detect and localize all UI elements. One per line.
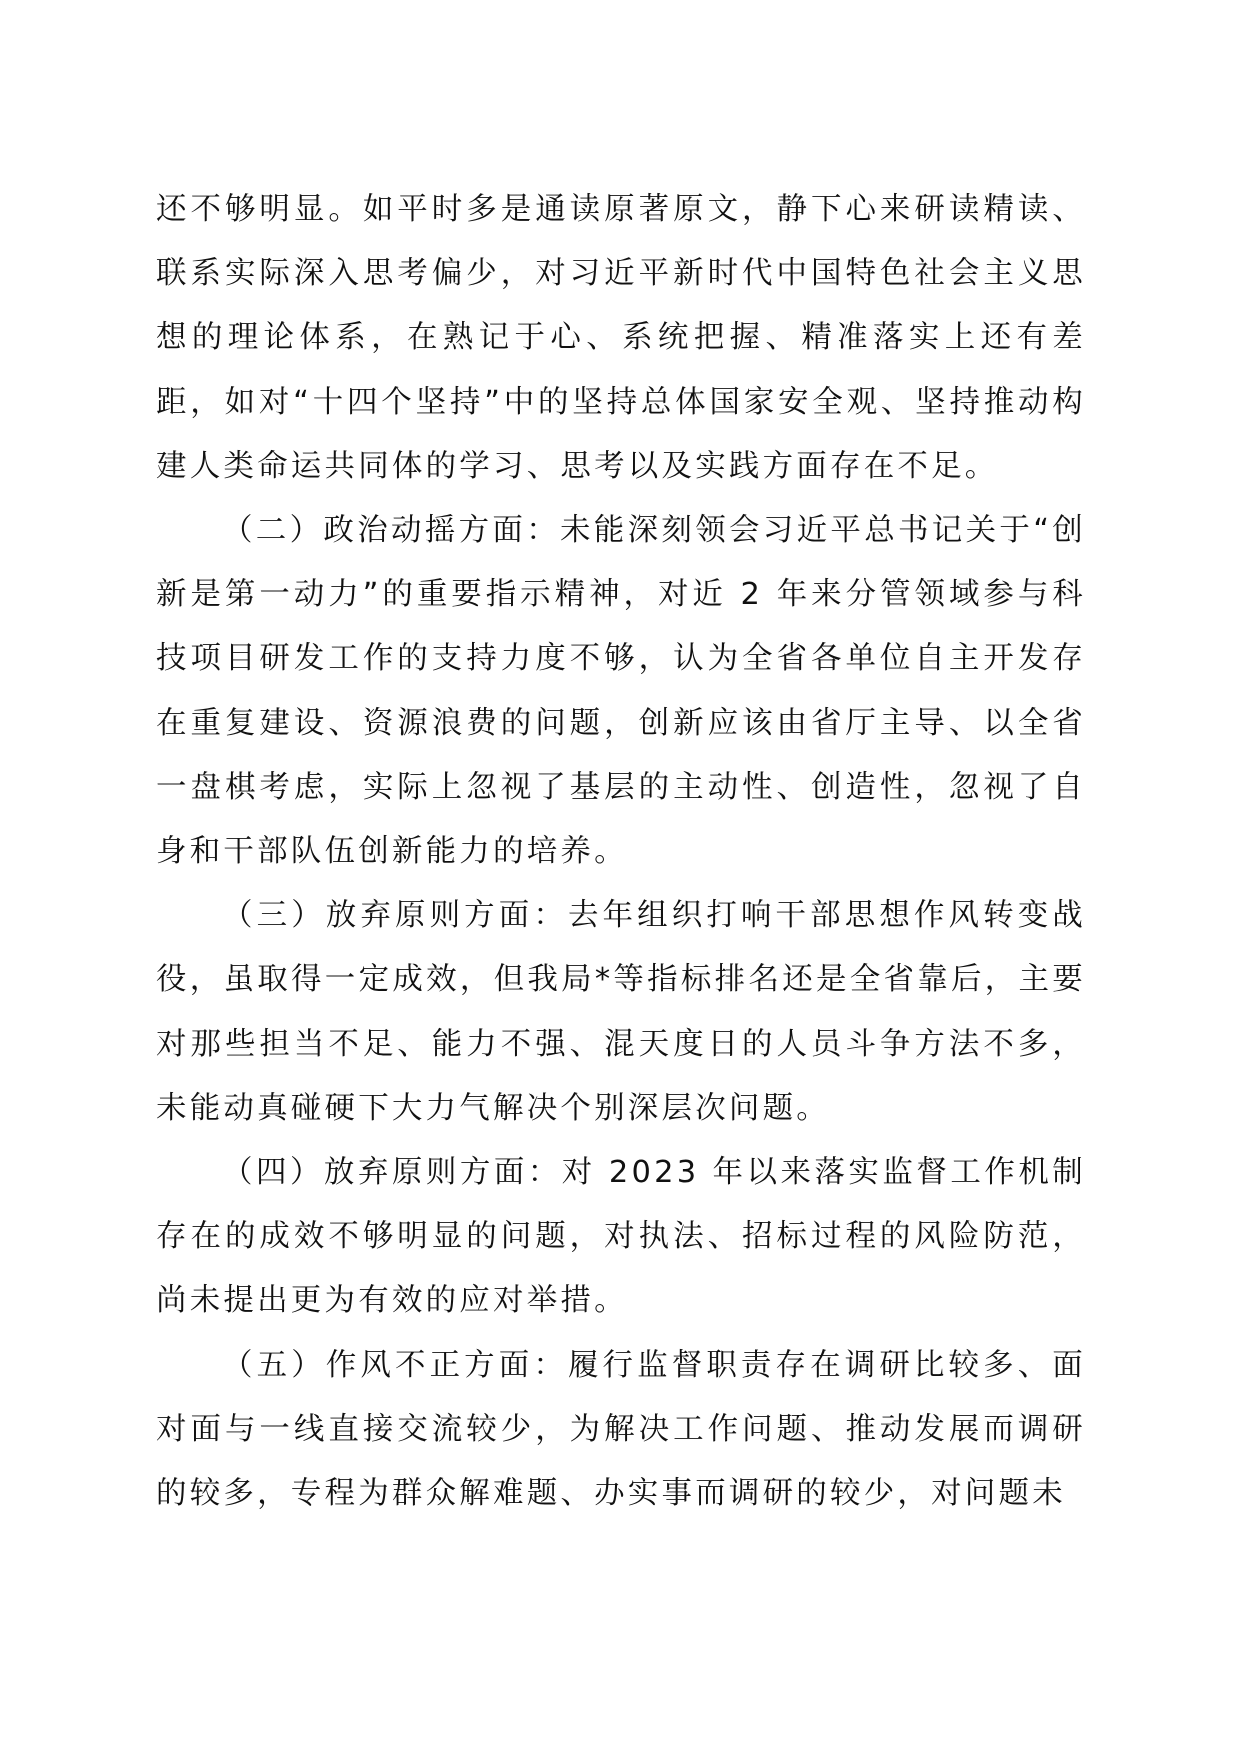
paragraph-improper-work-style: （五）作风不正方面：履行监督职责存在调研比较多、面对面与一线直接交流较少，为解决工作问题、推动发展而调研的较多，专程为群众解难题、办实事而调研的较少，对问题未 <box>156 1347 1086 1512</box>
document-body <box>156 178 1086 1526</box>
paragraph-abandoning-principles-2: （四）放弃原则方面：对 2023 年以来落实监督工作机制存在的成效不够明显的问题，对执法、招标过程的风险防范，尚未提出更为有效的应对举措。 <box>156 1155 1086 1319</box>
paragraph-abandoning-principles-1: （三）放弃原则方面：去年组织打响干部思想作风转变战役，虽取得一定成效，但我局*等指标排名还是全省靠后，主要对那些担当不足、能力不强、混天度日的人员斗争方法不多，未能动真碰硬下大力气解决个别深层次问题。 <box>156 898 1086 1126</box>
paragraph-continuation: 还不够明显。如平时多是通读原著原文，静下心来研读精读、联系实际深入思考偏少，对习近平新时代中国特色社会主义思想的理论体系，在熟记于心、系统把握、精准落实上还有差距，如对“十四个坚持”中的坚持总体国家安全观、坚持推动构建人类命运共同体的学习、思考以及实践方面存在不足。 <box>156 192 1086 484</box>
paragraph-political-wavering: （二）政治动摇方面：未能深刻领会习近平总书记关于“创新是第一动力”的重要指示精神，对近 2 年来分管领域参与科技项目研发工作的支持力度不够，认为全省各单位自主开发存在重复建设、资源浪费的问题，创新应该由省厅主导、以全省一盘棋考虑，实际上忽视了基层的主动性、创造性，忽视了自身和干部队伍创新能力的培养。 <box>156 513 1086 870</box>
